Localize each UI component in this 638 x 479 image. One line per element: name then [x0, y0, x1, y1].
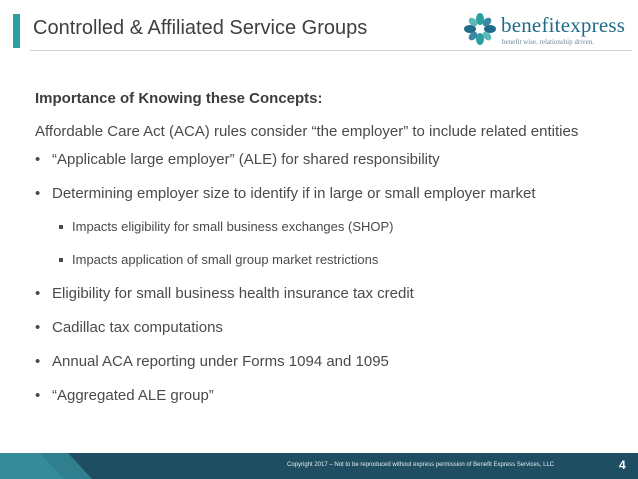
flower-logo-icon — [463, 12, 497, 46]
bullet-item — [35, 353, 615, 371]
page-number: 4 — [619, 458, 626, 472]
logo-tagline: benefit wise. relationship driven. — [502, 38, 594, 46]
sub-bullet-item — [35, 252, 615, 268]
sub-bullet-text: Impacts application of small group market restrictions — [72, 252, 379, 267]
footer-band — [0, 453, 638, 479]
bullet-item — [35, 185, 615, 203]
square-bullet-icon — [59, 258, 63, 262]
bullet-text: Determining employer size to identify if in large or small employer market — [52, 185, 536, 202]
sub-bullet-text: Impacts eligibility for small business exchanges (SHOP) — [72, 219, 394, 234]
bullet-marker: • — [35, 185, 41, 202]
copyright-notice: Copyright 2017 – Not to be reproduced without express permission of Benefit Express Services, LLC — [287, 462, 555, 468]
logo-wordmark: benefitexpress — [501, 13, 626, 37]
bullet-marker: • — [35, 387, 41, 404]
intro-paragraph: Affordable Care Act (ACA) rules consider “the employer” to include related entities — [35, 123, 579, 140]
square-bullet-icon — [59, 225, 63, 229]
bullet-item — [35, 285, 615, 303]
bullet-item — [35, 151, 615, 169]
bullet-marker: • — [35, 353, 41, 370]
section-heading: Importance of Knowing these Concepts: — [35, 90, 323, 107]
header-divider — [30, 50, 632, 51]
slide-title: Controlled & Affiliated Service Groups — [33, 17, 368, 39]
bullet-item — [35, 319, 615, 337]
bullet-marker: • — [35, 151, 41, 168]
bullet-text: Annual ACA reporting under Forms 1094 and 1095 — [52, 353, 389, 370]
bullet-text: “Aggregated ALE group” — [52, 387, 214, 404]
slide-body — [35, 90, 615, 421]
bullet-text: Cadillac tax computations — [52, 319, 223, 336]
sub-bullet-item — [35, 219, 615, 235]
bullet-text: Eligibility for small business health insurance tax credit — [52, 285, 414, 302]
bullet-item — [35, 387, 615, 405]
bullet-text: “Applicable large employer” (ALE) for shared responsibility — [52, 151, 440, 168]
bullet-marker: • — [35, 319, 41, 336]
bullet-marker: • — [35, 285, 41, 302]
title-accent-bar — [13, 14, 20, 48]
benefitexpress-logo — [463, 12, 633, 48]
